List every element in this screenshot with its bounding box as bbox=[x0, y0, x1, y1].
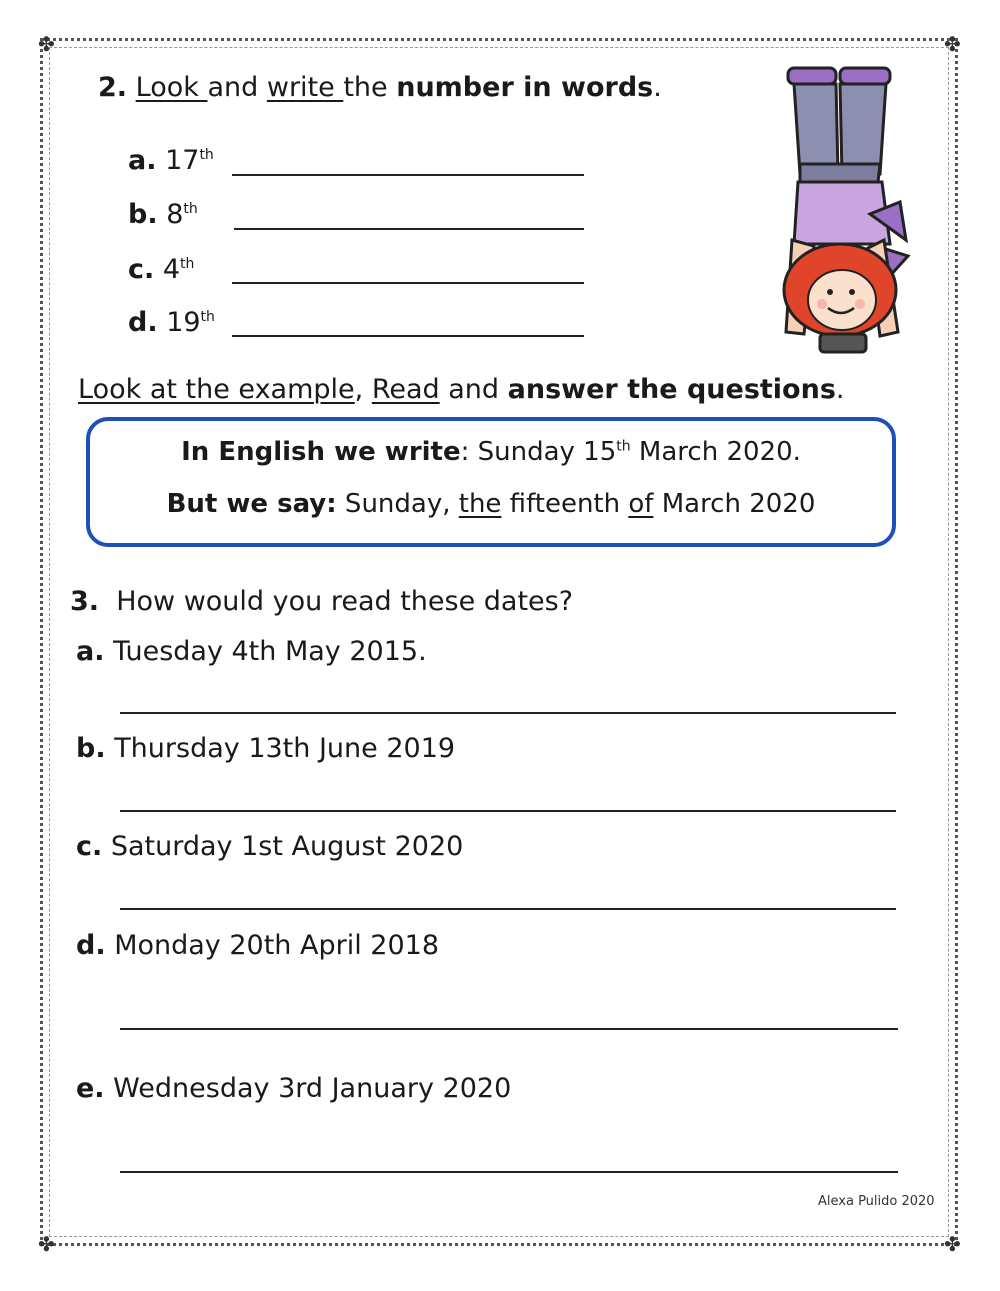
example-date-part: : Sunday 15 bbox=[460, 437, 617, 467]
answer-line[interactable] bbox=[120, 1171, 898, 1173]
date-text: Thursday 13th June 2019 bbox=[114, 733, 456, 764]
item-letter: e. bbox=[76, 1073, 105, 1104]
comma: , bbox=[354, 374, 372, 405]
example-date-part: March 2020. bbox=[630, 437, 801, 467]
q2-item-a bbox=[128, 145, 214, 176]
answer-line[interactable] bbox=[234, 228, 584, 230]
corner-ornament-icon: ✤ bbox=[944, 32, 961, 56]
label-in-english-we-write: In English we write bbox=[181, 437, 461, 467]
answer-line[interactable] bbox=[232, 282, 584, 284]
corner-ornament-icon: ✤ bbox=[944, 1232, 961, 1256]
word-look: Look bbox=[135, 72, 208, 103]
answer-line[interactable] bbox=[120, 810, 896, 812]
ordinal-suffix: th bbox=[183, 201, 198, 217]
date-text: Wednesday 3rd January 2020 bbox=[113, 1073, 512, 1104]
ordinal-suffix: th bbox=[199, 147, 214, 163]
item-letter: a. bbox=[76, 636, 105, 667]
item-letter: c. bbox=[76, 831, 103, 862]
question-3-title bbox=[70, 586, 573, 617]
ordinal-number: 8 bbox=[166, 199, 184, 230]
label-but-we-say: But we say: bbox=[166, 489, 337, 519]
q3-item-e bbox=[76, 1073, 511, 1104]
date-text: Monday 20th April 2018 bbox=[114, 930, 440, 961]
date-text: Tuesday 4th May 2015. bbox=[113, 636, 427, 667]
example-date-part: March 2020 bbox=[653, 489, 816, 519]
item-letter: a. bbox=[128, 145, 157, 176]
word-of: of bbox=[628, 489, 654, 519]
corner-ornament-icon: ✤ bbox=[38, 1232, 55, 1256]
question-2-title bbox=[98, 72, 662, 103]
example-instruction bbox=[78, 374, 845, 405]
ordinal-suffix: th bbox=[180, 256, 195, 272]
item-letter: c. bbox=[128, 254, 155, 285]
q3-item-c bbox=[76, 831, 463, 862]
corner-ornament-icon: ✤ bbox=[38, 32, 55, 56]
ordinal-suffix: th bbox=[200, 309, 215, 325]
period: . bbox=[653, 72, 662, 103]
word-write: write bbox=[266, 72, 344, 103]
item-letter: b. bbox=[128, 199, 158, 230]
phrase-number-in-words: number in words bbox=[396, 72, 654, 103]
answer-line[interactable] bbox=[120, 908, 896, 910]
q3-item-d bbox=[76, 930, 439, 961]
example-spoken-line bbox=[90, 489, 892, 519]
item-letter: b. bbox=[76, 733, 106, 764]
q2-item-b bbox=[128, 199, 198, 230]
q3-item-b bbox=[76, 733, 455, 764]
date-text: Saturday 1st August 2020 bbox=[110, 831, 464, 862]
author-credit: Alexa Pulido 2020 bbox=[818, 1194, 935, 1209]
example-date-part: Sunday, bbox=[336, 489, 459, 519]
phrase-answer-questions: answer the questions bbox=[507, 374, 836, 405]
q2-item-d bbox=[128, 307, 215, 338]
phrase-look-at-example: Look at the example bbox=[78, 374, 355, 405]
ordinal-number: 19 bbox=[166, 307, 201, 338]
question-number: 2. bbox=[98, 72, 128, 103]
word-and: and bbox=[207, 72, 267, 103]
answer-line[interactable] bbox=[232, 174, 584, 176]
answer-line[interactable] bbox=[120, 1028, 898, 1030]
example-box bbox=[86, 417, 896, 547]
word-the: the bbox=[458, 489, 502, 519]
ordinal-suffix: th bbox=[616, 438, 631, 455]
girl-handstand-illustration bbox=[780, 64, 920, 360]
q3-item-a bbox=[76, 636, 427, 667]
item-letter: d. bbox=[128, 307, 158, 338]
ordinal-number: 17 bbox=[165, 145, 200, 176]
period: . bbox=[835, 374, 845, 405]
question-text: How would you read these dates? bbox=[116, 586, 574, 617]
answer-line[interactable] bbox=[232, 335, 584, 337]
example-written-line bbox=[90, 437, 892, 467]
word-and: and bbox=[439, 374, 508, 405]
q2-item-c bbox=[128, 254, 194, 285]
answer-line[interactable] bbox=[120, 712, 896, 714]
ordinal-number: 4 bbox=[162, 254, 181, 285]
item-letter: d. bbox=[76, 930, 106, 961]
word-read: Read bbox=[371, 374, 440, 405]
question-number: 3. bbox=[70, 586, 100, 617]
word-the: the bbox=[343, 72, 397, 103]
example-date-part: fifteenth bbox=[501, 489, 629, 519]
